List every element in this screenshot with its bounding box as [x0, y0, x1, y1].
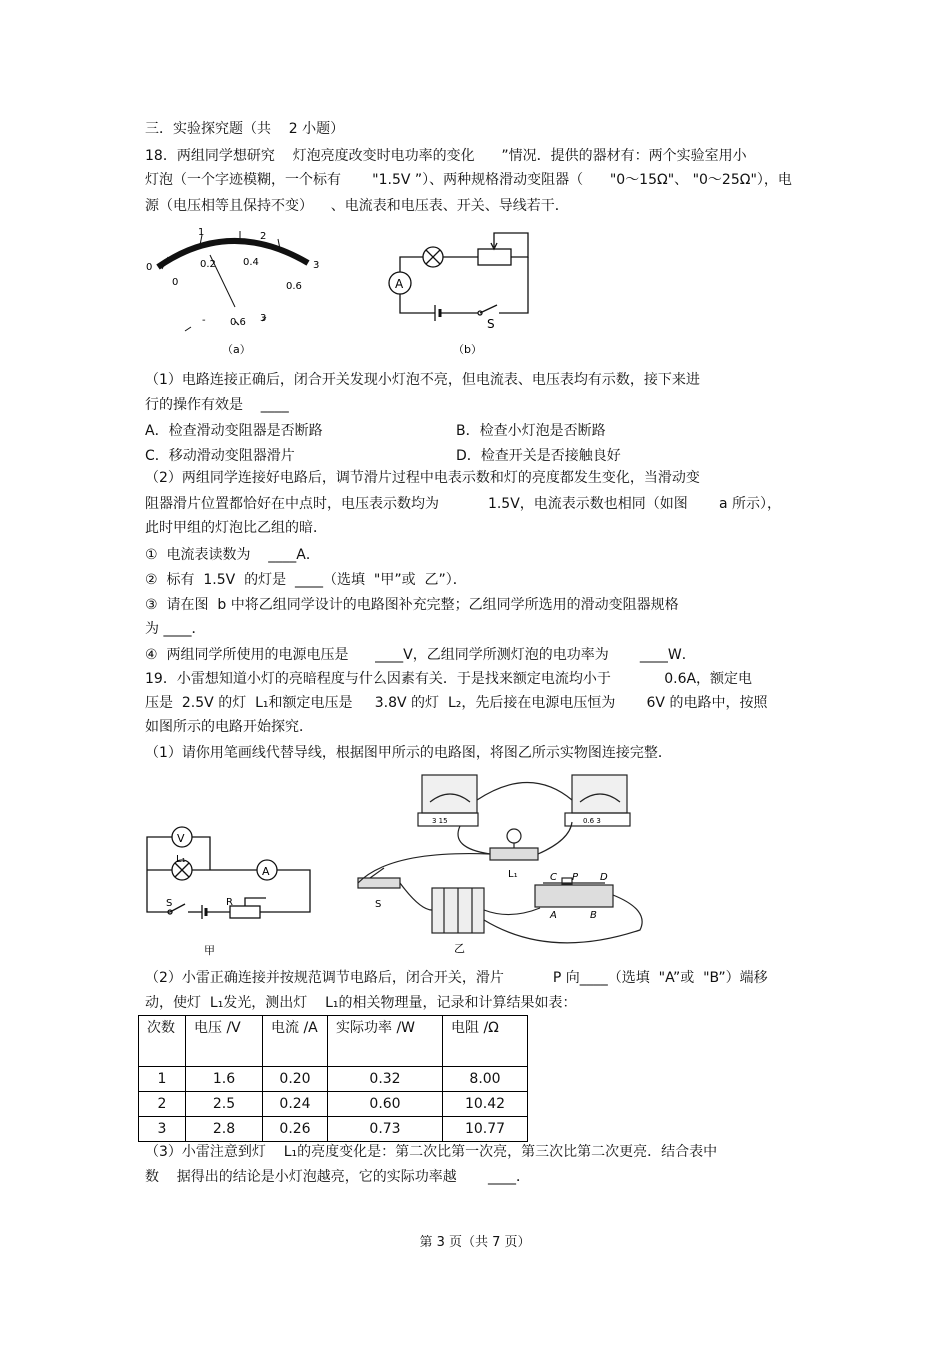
switch-label-yi: S [375, 899, 382, 910]
dial-tick-3: 3 [313, 260, 320, 271]
fig-yi-caption: 乙 [454, 942, 465, 955]
table-cell: 0.60 [328, 1092, 443, 1117]
dial-terminal-06: 0.6 [230, 317, 246, 328]
table-cell: 3 [139, 1117, 186, 1142]
switch-label-jia: S [166, 898, 173, 909]
dial-subtick-06: 0.6 [286, 281, 302, 292]
table-cell: 0.32 [328, 1067, 443, 1092]
q18-line2: 灯泡（一个字迹模糊，一个标有 "1.5V ”）、两种规格滑动变阻器（ "0～15Ω"、 "0～25Ω"），电 [145, 172, 792, 188]
dial-tick-0: 0 [146, 262, 153, 273]
table-cell: 1.6 [186, 1067, 263, 1092]
apparatus-yi-figure [350, 770, 650, 960]
q19-part3-line1: （3）小雷注意到灯 L₁的亮度变化是：第二次比第一次亮，第三次比第二次更亮．结合表中 [145, 1144, 718, 1160]
dial-subtick-02: 0.2 [200, 259, 216, 270]
q18-sub4: ④ 两组同学所使用的电源电压是 ____V，乙组同学所测灯泡的电功率为 ____W． [145, 647, 696, 663]
dial-tick-2: 2 [260, 231, 267, 242]
fig-jia-caption: 甲 [204, 944, 215, 957]
measurement-table [138, 1015, 528, 1142]
dial-subtick-0: 0 [172, 277, 179, 288]
switch-label: S [487, 317, 495, 331]
q18-part2-line3: 此时甲组的灯泡比乙组的暗． [145, 520, 327, 536]
q19-part2-line1: （2）小雷正确连接并按规范调节电路后，闭合开关，滑片 P 向____（选填 "A”或 "B”）端移 [145, 970, 768, 986]
table-cell: 1 [139, 1067, 186, 1092]
option-c: C．移动滑动变阻器滑片 [145, 448, 295, 464]
table-row [139, 1092, 528, 1117]
rheostat-label: R [226, 897, 233, 908]
ammeter-range: 0.6 3 [583, 817, 601, 825]
q19-line2: 压是 2.5V 的灯 L₁和额定电压是 3.8V 的灯 L₂，先后接在电源电压恒为 6V 的电路中，按照 [145, 695, 768, 711]
dial-terminal-3: 3 [260, 313, 267, 324]
fig-a-caption: （a） [222, 343, 251, 356]
table-cell: 10.77 [443, 1117, 528, 1142]
q18-part1-line1: （1）电路连接正确后，闭合开关发现小灯泡不亮，但电流表、电压表均有示数，接下来进 [145, 372, 700, 388]
table-row [139, 1067, 528, 1092]
q18-part2-line1: （2）两组同学连接好电路后，调节滑片过程中电表示数和灯的亮度都发生变化，当滑动变 [145, 470, 700, 486]
terminal-c: C [550, 872, 557, 883]
header-cell: 电流 /A [263, 1016, 328, 1067]
header-cell: 次数 [139, 1016, 186, 1067]
dial-terminal-minus: - [202, 315, 206, 326]
terminal-d: D [600, 872, 608, 883]
option-d: D．检查开关是否接触良好 [456, 448, 621, 464]
terminal-b: B [590, 910, 597, 921]
q18-sub3-line2: 为 ____． [145, 621, 206, 637]
q19-part2-line2: 动，使灯 L₁发光，测出灯 L₁的相关物理量，记录和计算结果如表： [145, 995, 577, 1011]
table-cell: 0.24 [263, 1092, 328, 1117]
ammeter-symbol: A [395, 277, 404, 291]
table-header-row [139, 1016, 528, 1067]
q19-line3: 如图所示的电路开始探究． [145, 719, 313, 735]
q18-part1-line2: 行的操作有效是 ____ [145, 397, 289, 413]
q18-line3: 源（电压相等且保持不变） 、电流表和电压表、开关、导线若干． [145, 198, 569, 214]
q18-part2-line2: 阻器滑片位置都恰好在中点时，电压表示数均为 1.5V，电流表示数也相同（如图 a 所示）， [145, 496, 781, 512]
q18-sub1: ① 电流表读数为 ____A． [145, 547, 320, 563]
table-row [139, 1117, 528, 1142]
option-b: B．检查小灯泡是否断路 [456, 423, 606, 439]
table-cell: 2.5 [186, 1092, 263, 1117]
fig-b-caption: （b） [453, 343, 482, 356]
q19-line1: 19．小雷想知道小灯的亮暗程度与什么因素有关．于是找来额定电流均小于 0.6A，额定电 [145, 671, 753, 687]
page-footer: 第 3 页（共 7 页） [419, 1235, 531, 1250]
lamp-l1-label: L₁ [176, 854, 186, 865]
table-cell: 2.8 [186, 1117, 263, 1142]
table-cell: 0.20 [263, 1067, 328, 1092]
voltmeter-range: 3 15 [432, 817, 448, 825]
table-cell: 2 [139, 1092, 186, 1117]
q19-part3-line2: 数 据得出的结论是小灯泡越亮，它的实际功率越 ____． [145, 1169, 530, 1185]
circuit-b-figure [383, 225, 538, 360]
option-a: A．检查滑动变阻器是否断路 [145, 423, 323, 439]
section-title: 三．实验探究题（共 2 小题） [145, 121, 345, 137]
voltmeter-symbol: V [177, 832, 185, 845]
ammeter-dial-figure [140, 225, 340, 360]
header-cell: 电压 /V [186, 1016, 263, 1067]
q19-part1: （1）请你用笔画线代替导线，根据图甲所示的电路图，将图乙所示实物图连接完整． [145, 745, 672, 761]
dial-tick-1: 1 [198, 227, 205, 238]
slider-p: P [572, 872, 579, 883]
q18-sub2: ② 标有 1.5V 的灯是 ____（选填 "甲”或 乙”）． [145, 572, 467, 588]
q18-line1: 18．两组同学想研究 灯泡亮度改变时电功率的变化 ”情况．提供的器材有：两个实验室用小 [145, 148, 747, 164]
table-cell: 8.00 [443, 1067, 528, 1092]
ammeter-symbol-jia: A [262, 865, 270, 878]
table-cell: 10.42 [443, 1092, 528, 1117]
lamp-l1-label-yi: L₁ [508, 869, 518, 880]
dial-subtick-04: 0.4 [243, 257, 259, 268]
header-cell: 电阻 /Ω [443, 1016, 528, 1067]
table-cell: 0.73 [328, 1117, 443, 1142]
circuit-jia-figure [140, 822, 315, 962]
table-cell: 0.26 [263, 1117, 328, 1142]
terminal-a: A [550, 910, 557, 921]
q18-sub3-line1: ③ 请在图 b 中将乙组同学设计的电路图补充完整；乙组同学所选用的滑动变阻器规格 [145, 597, 679, 613]
header-cell: 实际功率 /W [328, 1016, 443, 1067]
